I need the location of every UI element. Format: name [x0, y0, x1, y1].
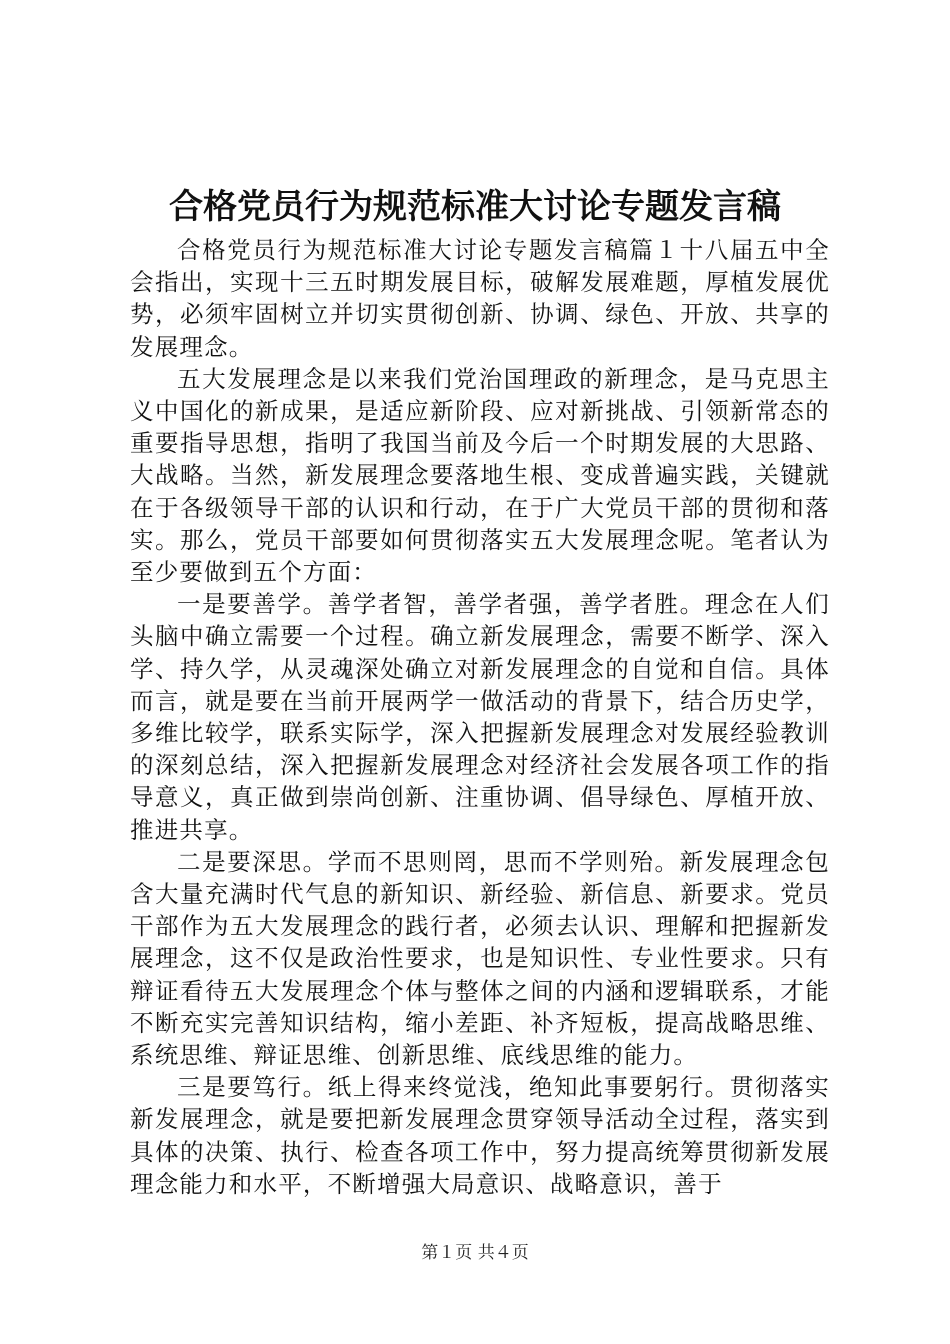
paragraph-1: 合格党员行为规范标准大讨论专题发言稿篇１十八届五中全会指出，实现十三五时期发展目标，破解发展难题，厚植发展优势，必须牢固树立并切实贯彻创新、协调、绿色、开放、共享的发展理念。	[130, 236, 830, 361]
paragraph-4: 二是要深思。学而不思则罔，思而不学则殆。新发展理念包含大量充满时代气息的新知识、新经验、新信息、新要求。党员干部作为五大发展理念的践行者，必须去认识、理解和把握新发展理念，这不仅是政治性要求，也是知识性、专业性要求。只有辩证看待五大发展理念个体与整体之间的内涵和逻辑联系，才能不断充实完善知识结构，缩小差距、补齐短板，提高战略思维、系统思维、辩证思维、创新思维、底线思维的能力。	[130, 847, 830, 1070]
document-title: 合格党员行为规范标准大讨论专题发言稿	[169, 187, 781, 227]
page-number-footer: 第１页 共４页	[421, 1243, 529, 1263]
paragraph-5: 三是要笃行。纸上得来终觉浅，绝知此事要躬行。贯彻落实新发展理念，就是要把新发展理念贯穿领导活动全过程，落实到具体的决策、执行、检查各项工作中，努力提高统筹贯彻新发展理念能力和水平，不断增强大局意识、战略意识，善于	[130, 1073, 830, 1198]
paragraph-3: 一是要善学。善学者智，善学者强，善学者胜。理念在人们头脑中确立需要一个过程。确立新发展理念，需要不断学、深入学、持久学，从灵魂深处确立对新发展理念的自觉和自信。具体而言，就是要在当前开展两学一做活动的背景下，结合历史学，多维比较学，联系实际学，深入把握新发展理念对发展经验教训的深刻总结，深入把握新发展理念对经济社会发展各项工作的指导意义，真正做到崇尚创新、注重协调、倡导绿色、厚植开放、推进共享。	[130, 590, 830, 844]
paragraph-2: 五大发展理念是以来我们党治国理政的新理念，是马克思主义中国化的新成果，是适应新阶段、应对新挑战、引领新常态的重要指导思想，指明了我国当前及今后一个时期发展的大思路、大战略。当然，新发展理念要落地生根、变成普遍实践，关键就在于各级领导干部的认识和行动，在于广大党员干部的贯彻和落实。那么，党员干部要如何贯彻落实五大发展理念呢。笔者认为至少要做到五个方面：	[130, 364, 830, 587]
document-body	[130, 234, 830, 1200]
